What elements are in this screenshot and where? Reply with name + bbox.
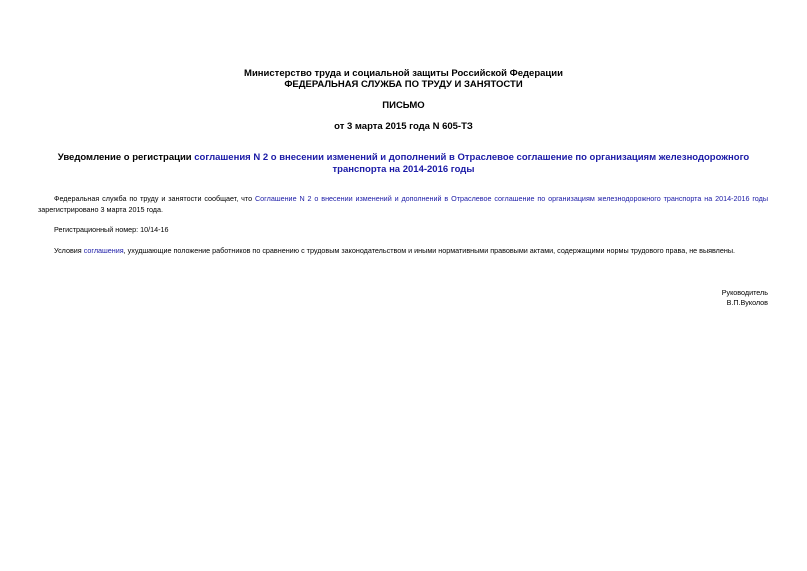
p1-prefix: Федеральная служба по труду и занятости сообщает, что	[54, 194, 255, 203]
paragraph-registration-number	[38, 224, 768, 235]
p3-prefix: Условия	[54, 246, 84, 255]
p3-agreement-link[interactable]: соглашения	[83, 246, 124, 255]
signature-name: В.П.Вуколов	[726, 298, 768, 307]
p1-agreement-link[interactable]: Соглашение N 2 о внесении изменений и дополнений в Отраслевое соглашение по организациям железнодорожного транспорта на 2014-2016 годы	[254, 194, 768, 203]
title-agreement-link[interactable]: соглашения N 2 о внесении изменений и дополнений в Отраслевое соглашение по организациям железнодорожного транспорта на 2014-2016 годы	[194, 152, 750, 175]
p1-suffix: зарегистрировано 3 марта 2015 года.	[38, 205, 163, 214]
title-prefix: Уведомление о регистрации	[57, 152, 195, 163]
registration-number: Регистрационный номер: 10/14-16	[54, 225, 169, 234]
p3-suffix: , ухудшающие положение работников по сравнению с трудовым законодательством и иными нормативными правовыми актами, содержащими нормы трудового права, не выявлены.	[123, 246, 736, 255]
document-title	[40, 152, 767, 176]
paragraph-notification	[38, 193, 768, 215]
signature-role: Руководитель	[721, 288, 768, 297]
service-name: ФЕДЕРАЛЬНАЯ СЛУЖБА ПО ТРУДУ И ЗАНЯТОСТИ	[284, 79, 523, 90]
paragraph-conditions	[38, 245, 768, 256]
document-date-number: от 3 марта 2015 года N 605-ТЗ	[334, 121, 473, 132]
document-type: ПИСЬМО	[382, 100, 425, 111]
ministry-name: Министерство труда и социальной защиты Российской Федерации	[244, 68, 563, 79]
